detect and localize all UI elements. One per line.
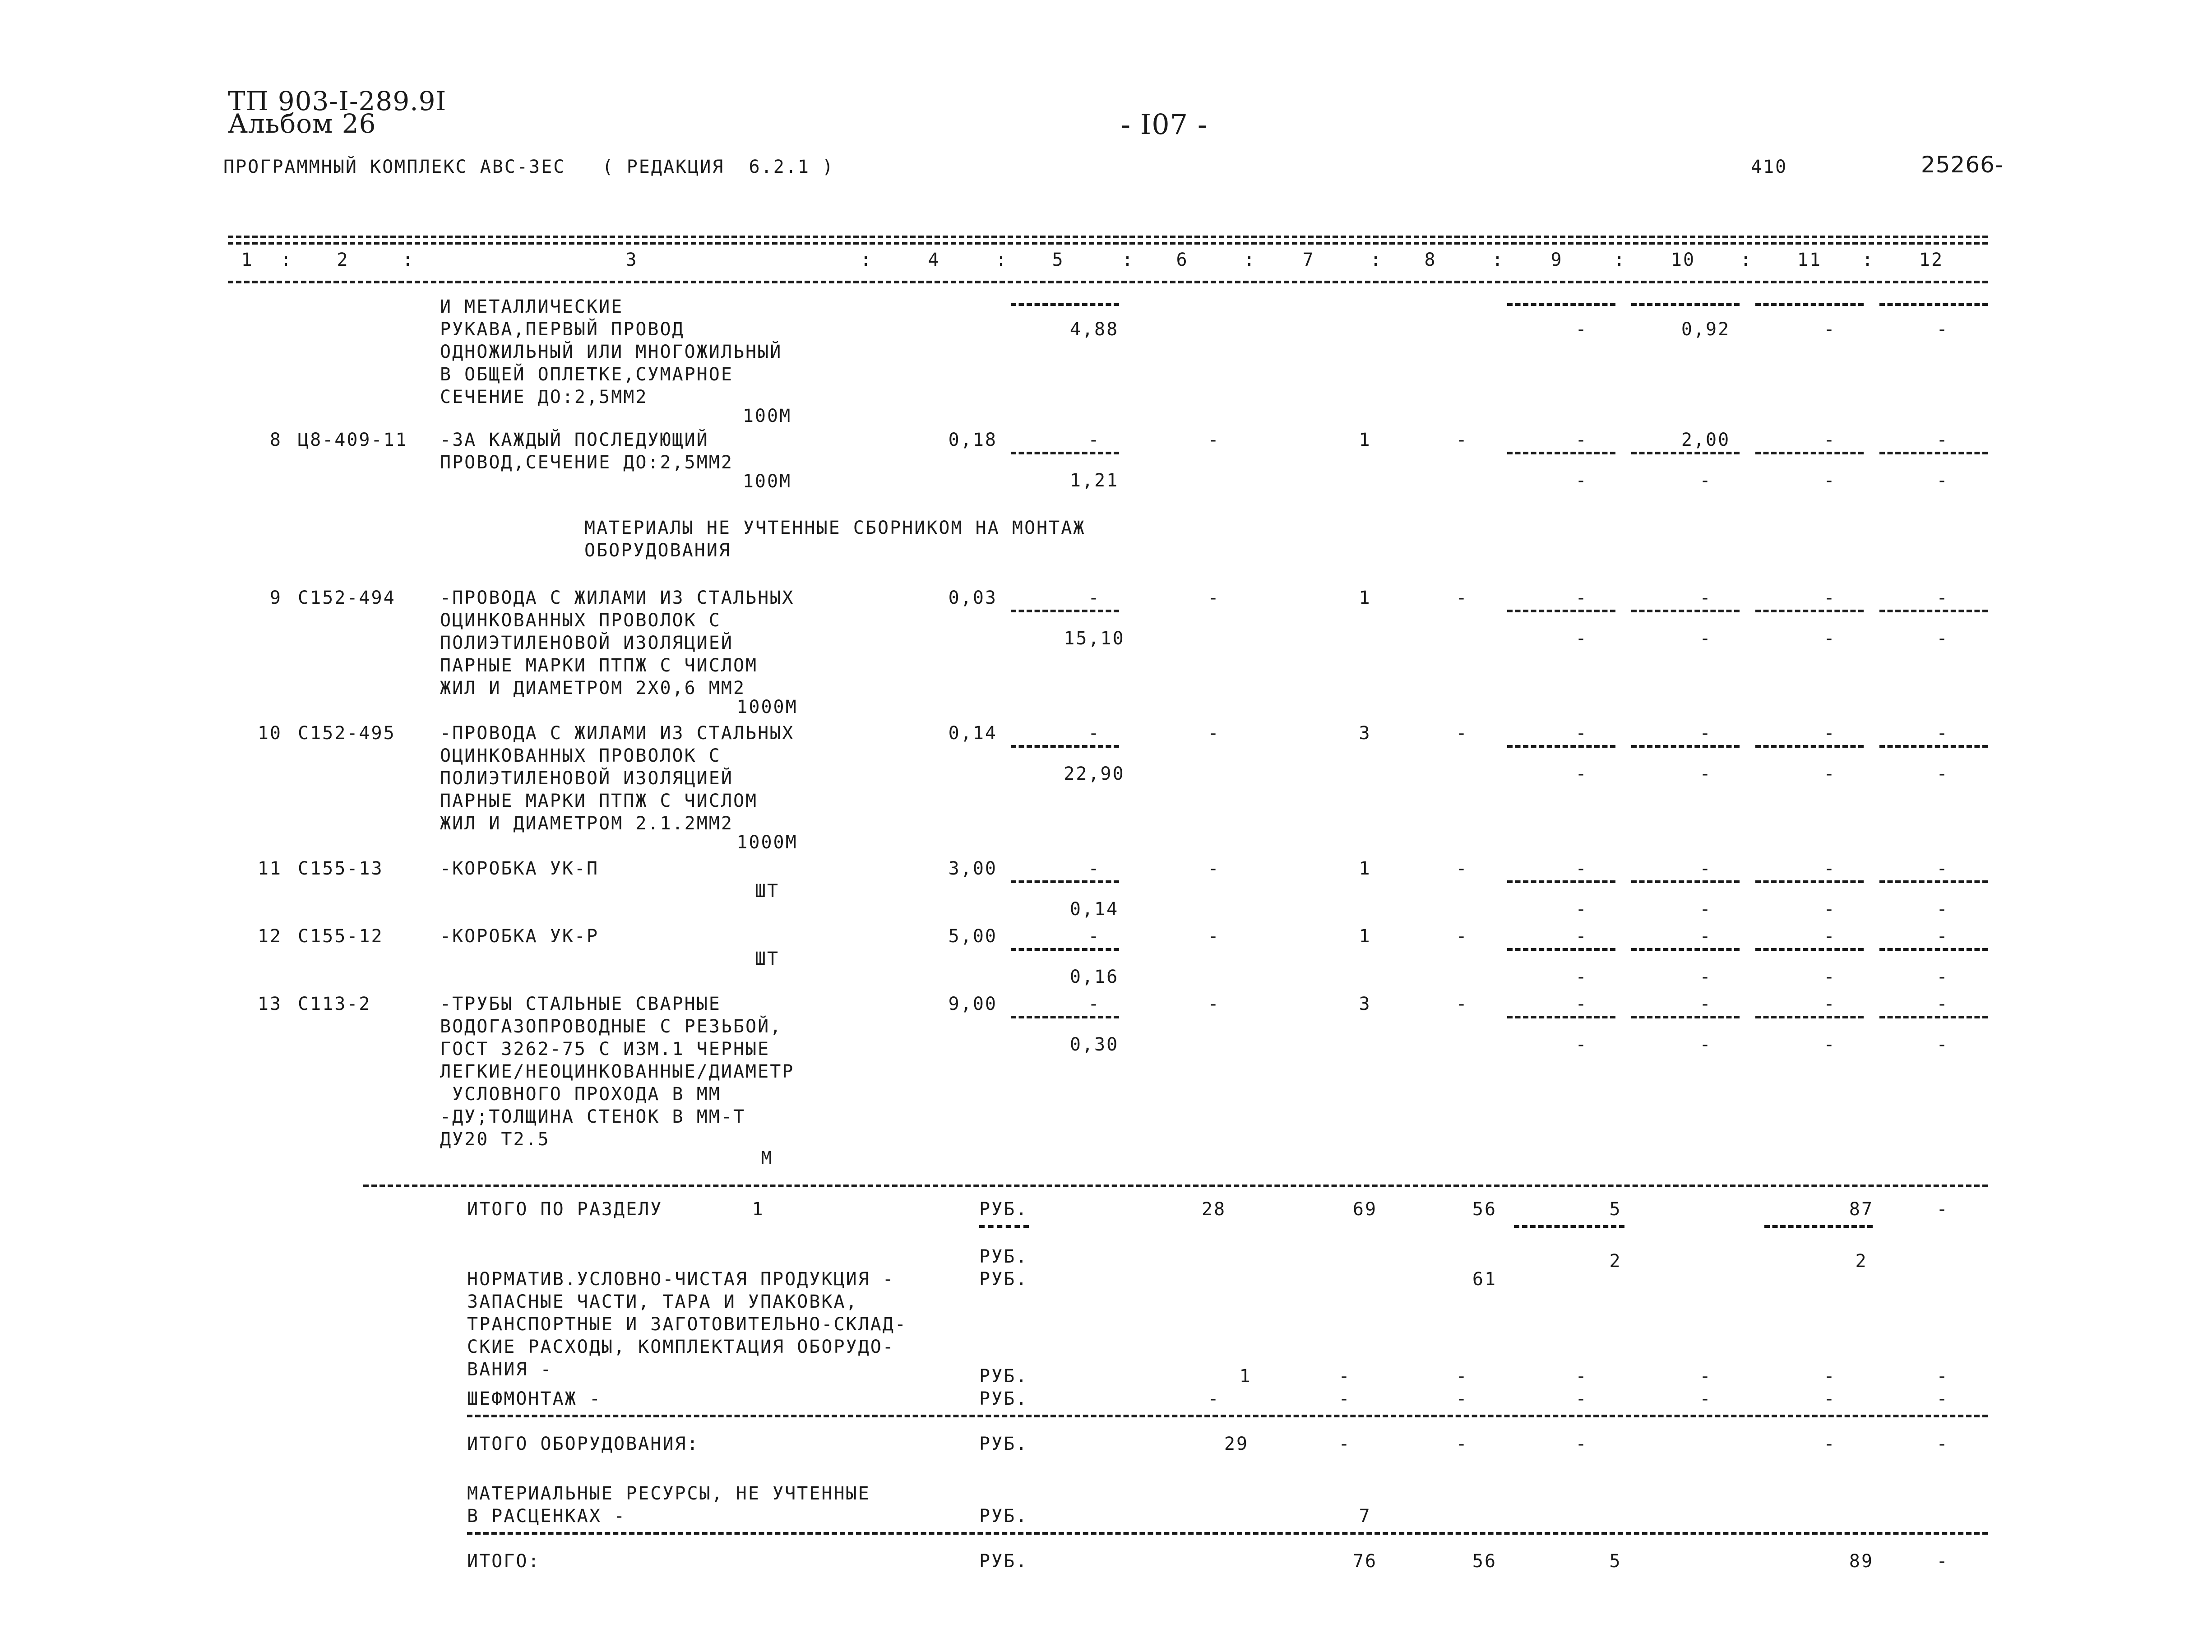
rub-underline bbox=[979, 1225, 1029, 1228]
segment-rule-c10 bbox=[1631, 610, 1740, 612]
cell-c10-bottom: - bbox=[1699, 1034, 1712, 1055]
row-description: ВОДОГАЗОПРОВОДНЫЕ С РЕЗЬБОЙ, bbox=[440, 1016, 782, 1037]
row-description: ОДНОЖИЛЬНЫЙ ИЛИ МНОГОЖИЛЬНЫЙ bbox=[440, 342, 782, 362]
cell-c7: 7 bbox=[1359, 1506, 1371, 1527]
cell-c6: 29 bbox=[1224, 1434, 1249, 1454]
cell-c8: - bbox=[1456, 1366, 1468, 1387]
segment-rule-c5 bbox=[1011, 610, 1119, 612]
cell-c5-bottom: 15,10 bbox=[1064, 628, 1125, 649]
segment-rule-c10 bbox=[1631, 303, 1740, 306]
currency: РУБ. bbox=[979, 1366, 1028, 1387]
row-code: С113-2 bbox=[298, 994, 371, 1014]
segment-rule-c10 bbox=[1631, 948, 1740, 951]
cell-c4: 3,00 bbox=[948, 858, 997, 879]
c11-underline bbox=[1764, 1225, 1873, 1228]
cell-c11: - bbox=[1823, 319, 1836, 340]
cell-c9-bottom: - bbox=[1575, 628, 1588, 649]
segment-rule-c12 bbox=[1879, 303, 1988, 306]
cell-c12: - bbox=[1936, 1551, 1949, 1572]
cell-c10: - bbox=[1699, 588, 1712, 608]
column-header-7: 7 bbox=[1302, 250, 1315, 270]
column-header-8: 8 bbox=[1424, 250, 1437, 270]
cell-c5-top: - bbox=[1088, 430, 1101, 450]
cell-c4: 5,00 bbox=[948, 926, 997, 947]
row-code: С155-13 bbox=[298, 858, 384, 879]
cell-c5-bottom: 0,14 bbox=[1069, 899, 1119, 920]
segment-rule-c5 bbox=[1011, 1016, 1119, 1018]
cell-c9: - bbox=[1575, 430, 1588, 450]
column-header-sep: : bbox=[1122, 250, 1134, 270]
column-header-sep: : bbox=[1740, 250, 1753, 270]
row-number: 9 bbox=[269, 588, 282, 608]
cell-c8: - bbox=[1456, 994, 1468, 1014]
column-header-sep: : bbox=[402, 250, 415, 270]
cell-c9-bottom: - bbox=[1575, 967, 1588, 987]
cell-c4: 0,03 bbox=[948, 588, 997, 608]
cell-c11-bottom: - bbox=[1823, 470, 1836, 491]
row-description: ЖИЛ И ДИАМЕТРОМ 2.1.2ММ2 bbox=[440, 813, 733, 834]
summary-rule bbox=[363, 1185, 1988, 1187]
row-description: ПАРНЫЕ МАРКИ ПТПЖ С ЧИСЛОМ bbox=[440, 791, 758, 811]
row-description: ОЦИНКОВАННЫХ ПРОВОЛОК С bbox=[440, 745, 721, 766]
cell-c5-top: - bbox=[1088, 994, 1101, 1014]
segment-rule-c10 bbox=[1631, 745, 1740, 748]
cell-c10: 0,92 bbox=[1681, 319, 1731, 340]
segment-rule-c5 bbox=[1011, 745, 1119, 748]
segment-rule-c5 bbox=[1011, 452, 1119, 454]
segment-rule-c10 bbox=[1631, 452, 1740, 454]
cell-c12: - bbox=[1936, 1366, 1949, 1387]
cell-c4: 0,18 bbox=[948, 430, 997, 450]
grand-rule bbox=[467, 1532, 1988, 1535]
cell-c5-bottom: 0,30 bbox=[1069, 1034, 1119, 1055]
cell-c8: 56 bbox=[1472, 1551, 1497, 1572]
cell-c11: - bbox=[1823, 1388, 1836, 1409]
segment-rule-c9 bbox=[1507, 1016, 1615, 1018]
cell-c12-bottom: - bbox=[1936, 1034, 1949, 1055]
column-header-sep: : bbox=[1492, 250, 1504, 270]
currency: РУБ. bbox=[979, 1246, 1028, 1267]
cell-c7: - bbox=[1338, 1434, 1351, 1454]
column-header-1: 1 bbox=[241, 250, 254, 270]
cell-c8: - bbox=[1456, 858, 1468, 879]
cell-c8: 56 bbox=[1472, 1199, 1497, 1220]
cell-c12: - bbox=[1936, 994, 1949, 1014]
cell-c9: - bbox=[1575, 319, 1588, 340]
cell-c10-bottom: - bbox=[1699, 967, 1712, 987]
c9-underline bbox=[1514, 1225, 1624, 1228]
cell-c12-bottom: - bbox=[1936, 628, 1949, 649]
row-unit: 1000М bbox=[736, 832, 798, 853]
cell-c9-bottom: - bbox=[1575, 470, 1588, 491]
shefmontazh-label: ШЕФМОНТАЖ - bbox=[467, 1388, 602, 1409]
row-description: ГОСТ 3262-75 С ИЗМ.1 ЧЕРНЫЕ bbox=[440, 1039, 770, 1060]
section-heading: МАТЕРИАЛЫ НЕ УЧТЕННЫЕ СБОРНИКОМ НА МОНТАЖ bbox=[584, 518, 1086, 538]
segment-rule-c12 bbox=[1879, 745, 1988, 748]
row-unit: 100М bbox=[742, 471, 792, 492]
segment-rule-c9 bbox=[1507, 610, 1615, 612]
segment-rule-c12 bbox=[1879, 880, 1988, 883]
row-description: ДУ20 Т2.5 bbox=[440, 1129, 550, 1150]
code-right: 25266- bbox=[1920, 152, 2004, 178]
column-header-3: 3 bbox=[625, 250, 638, 270]
cell-c12: - bbox=[1936, 858, 1949, 879]
segment-rule-c9 bbox=[1507, 745, 1615, 748]
row-description: -ДУ;ТОЛЩИНА СТЕНОК В ММ-Т bbox=[440, 1106, 746, 1127]
cell-c12: - bbox=[1936, 430, 1949, 450]
header-rule-bottom bbox=[228, 281, 1988, 283]
cell-c11-bottom: - bbox=[1823, 628, 1836, 649]
cell-c9: 5 bbox=[1609, 1199, 1622, 1220]
column-header-2: 2 bbox=[337, 250, 349, 270]
cell-c12-bottom: - bbox=[1936, 764, 1949, 784]
segment-rule-c12 bbox=[1879, 610, 1988, 612]
column-header-sep: : bbox=[1614, 250, 1626, 270]
row-description: -ПРОВОДА С ЖИЛАМИ ИЗ СТАЛЬНЫХ bbox=[440, 588, 795, 608]
row-unit: ШТ bbox=[754, 881, 780, 902]
cell-c12: - bbox=[1936, 926, 1949, 947]
row-unit: ШТ bbox=[754, 949, 780, 969]
cell-c12-bottom: - bbox=[1936, 470, 1949, 491]
row-code: С155-12 bbox=[298, 926, 384, 947]
cell-c10: - bbox=[1699, 926, 1712, 947]
column-header-9: 9 bbox=[1550, 250, 1563, 270]
cell-c12: - bbox=[1936, 1388, 1949, 1409]
cell-c6: 1 bbox=[1239, 1366, 1252, 1387]
cell-c5-top: - bbox=[1088, 926, 1101, 947]
materials-line: МАТЕРИАЛЬНЫЕ РЕСУРСЫ, НЕ УЧТЕННЫЕ bbox=[467, 1483, 870, 1504]
cell-c6: - bbox=[1208, 588, 1220, 608]
cell-c9-bottom: - bbox=[1575, 764, 1588, 784]
segment-rule-c9 bbox=[1507, 452, 1615, 454]
norm-line: ТРАНСПОРТНЫЕ И ЗАГОТОВИТЕЛЬНО-СКЛАД- bbox=[467, 1314, 907, 1335]
cell-c4: 0,14 bbox=[948, 723, 997, 744]
cell-c12: - bbox=[1936, 723, 1949, 744]
code-mid: 410 bbox=[1751, 157, 1788, 177]
row-number: 8 bbox=[269, 430, 282, 450]
row-description: -КОРОБКА УК-Р bbox=[440, 926, 599, 947]
row-number: 11 bbox=[257, 858, 282, 879]
cell-c7: - bbox=[1338, 1388, 1351, 1409]
cell-c11: - bbox=[1823, 430, 1836, 450]
program-title: ПРОГРАММНЫЙ КОМПЛЕКС АВС-3ЕС ( РЕДАКЦИЯ 6.2.1 ) bbox=[223, 157, 835, 177]
section-total-label: ИТОГО ПО РАЗДЕЛУ bbox=[467, 1199, 663, 1220]
cell-c8: - bbox=[1456, 430, 1468, 450]
column-header-sep: : bbox=[1370, 250, 1383, 270]
cell-c12: - bbox=[1936, 1199, 1949, 1220]
row-description: -КОРОБКА УК-П bbox=[440, 858, 599, 879]
cell-c11: - bbox=[1823, 588, 1836, 608]
cell-c11: 89 bbox=[1849, 1551, 1874, 1572]
row-description: -ПРОВОДА С ЖИЛАМИ ИЗ СТАЛЬНЫХ bbox=[440, 723, 795, 744]
cell-c9: - bbox=[1575, 858, 1588, 879]
cell-c8: - bbox=[1456, 723, 1468, 744]
column-header-sep: : bbox=[1244, 250, 1256, 270]
cell-c5-bottom: 1,21 bbox=[1069, 470, 1119, 491]
column-header-4: 4 bbox=[928, 250, 940, 270]
cell-c6: - bbox=[1208, 858, 1220, 879]
currency: РУБ. bbox=[979, 1434, 1028, 1454]
column-header-sep: : bbox=[860, 250, 873, 270]
cell-c7: 3 bbox=[1359, 994, 1371, 1014]
equip-rule bbox=[467, 1415, 1988, 1417]
row-description: УСЛОВНОГО ПРОХОДА В ММ bbox=[440, 1084, 721, 1105]
row-code: С152-494 bbox=[298, 588, 396, 608]
cell-c9: - bbox=[1575, 588, 1588, 608]
segment-rule-c11 bbox=[1755, 745, 1864, 748]
cell-c7: 1 bbox=[1359, 858, 1371, 879]
header-rule-top2 bbox=[228, 242, 1988, 245]
cell-c6: - bbox=[1208, 723, 1220, 744]
segment-rule-c11 bbox=[1755, 303, 1864, 306]
cell-c9: 5 bbox=[1609, 1551, 1622, 1572]
cell-c12: - bbox=[1936, 319, 1949, 340]
row-description: СЕЧЕНИЕ ДО:2,5ММ2 bbox=[440, 387, 648, 407]
cell-c6: - bbox=[1208, 430, 1220, 450]
segment-rule-c12 bbox=[1879, 1016, 1988, 1018]
cell-c11: - bbox=[1823, 926, 1836, 947]
cell-c5-bottom: 0,16 bbox=[1069, 967, 1119, 987]
album-label: Альбом 26 bbox=[228, 108, 376, 139]
cell-c9: - bbox=[1575, 1366, 1588, 1387]
cell-c12: - bbox=[1936, 1434, 1949, 1454]
cell-c9: - bbox=[1575, 1434, 1588, 1454]
row-description: И МЕТАЛЛИЧЕСКИЕ bbox=[440, 296, 624, 317]
row-description: -ТРУБЫ СТАЛЬНЫЕ СВАРНЫЕ bbox=[440, 994, 721, 1014]
column-header-6: 6 bbox=[1176, 250, 1189, 270]
row-description: РУКАВА,ПЕРВЫЙ ПРОВОД bbox=[440, 319, 685, 340]
cell-c10: - bbox=[1699, 994, 1712, 1014]
column-header-11: 11 bbox=[1797, 250, 1822, 270]
cell-c9-bottom: - bbox=[1575, 1034, 1588, 1055]
cell-c7: 1 bbox=[1359, 430, 1371, 450]
cell-c8: - bbox=[1456, 1434, 1468, 1454]
cell-c6: - bbox=[1208, 1388, 1220, 1409]
currency: РУБ. bbox=[979, 1388, 1028, 1409]
row-description: ПОЛИЭТИЛЕНОВОЙ ИЗОЛЯЦИЕЙ bbox=[440, 633, 733, 653]
cell-c11: - bbox=[1823, 858, 1836, 879]
row-description: ОЦИНКОВАННЫХ ПРОВОЛОК С bbox=[440, 610, 721, 631]
cell-c10-bottom: - bbox=[1699, 628, 1712, 649]
cell-c5: 4,88 bbox=[1069, 319, 1119, 340]
cell-c5-bottom: 22,90 bbox=[1064, 764, 1125, 784]
column-header-sep: : bbox=[1862, 250, 1874, 270]
cell-c11: 87 bbox=[1849, 1199, 1874, 1220]
segment-rule-c11 bbox=[1755, 452, 1864, 454]
row-number: 13 bbox=[257, 994, 282, 1014]
cell-c10-bottom: - bbox=[1699, 899, 1712, 920]
segment-rule-c11 bbox=[1755, 948, 1864, 951]
cell-c11-bottom: - bbox=[1823, 1034, 1836, 1055]
cell-c7: 3 bbox=[1359, 723, 1371, 744]
cell-c11: - bbox=[1823, 723, 1836, 744]
norm-line: СКИЕ РАСХОДЫ, КОМПЛЕКТАЦИЯ ОБОРУДО- bbox=[467, 1337, 895, 1357]
segment-rule-c5 bbox=[1011, 948, 1119, 951]
segment-rule-c5 bbox=[1011, 880, 1119, 883]
cell-c9-bottom: - bbox=[1575, 899, 1588, 920]
cell-c9: - bbox=[1575, 723, 1588, 744]
cell-c11: - bbox=[1823, 1434, 1836, 1454]
cell-c4: 9,00 bbox=[948, 994, 997, 1014]
cell-c7: 1 bbox=[1359, 588, 1371, 608]
segment-rule-c9 bbox=[1507, 880, 1615, 883]
segment-rule-c9 bbox=[1507, 303, 1615, 306]
cell-c7: 76 bbox=[1352, 1551, 1378, 1572]
column-header-sep: : bbox=[995, 250, 1008, 270]
row-description: ЖИЛ И ДИАМЕТРОМ 2Х0,6 ММ2 bbox=[440, 678, 746, 699]
column-header-5: 5 bbox=[1052, 250, 1064, 270]
segment-rule-c12 bbox=[1879, 948, 1988, 951]
column-header-12: 12 bbox=[1919, 250, 1944, 270]
cell-c8: - bbox=[1456, 588, 1468, 608]
norm-line: ЗАПАСНЫЕ ЧАСТИ, ТАРА И УПАКОВКА, bbox=[467, 1291, 858, 1312]
cell-c10: 2,00 bbox=[1681, 430, 1731, 450]
cell-c8: - bbox=[1456, 926, 1468, 947]
segment-rule-c9 bbox=[1507, 948, 1615, 951]
row-description: В ОБЩЕЙ ОПЛЕТКЕ,СУМАРНОЕ bbox=[440, 364, 733, 385]
cell-c11-bottom: - bbox=[1823, 764, 1836, 784]
cell-c10: - bbox=[1699, 858, 1712, 879]
segment-rule-c12 bbox=[1879, 452, 1988, 454]
cell-c11: - bbox=[1823, 994, 1836, 1014]
equip-total-label: ИТОГО ОБОРУДОВАНИЯ: bbox=[467, 1434, 699, 1454]
cell-c7: 1 bbox=[1359, 926, 1371, 947]
row-description: ЛЕГКИЕ/НЕОЦИНКОВАННЫЕ/ДИАМЕТР bbox=[440, 1061, 795, 1082]
cell-c5-top: - bbox=[1088, 588, 1101, 608]
segment-rule-c10 bbox=[1631, 880, 1740, 883]
column-header-sep: : bbox=[280, 250, 293, 270]
row-number: 10 bbox=[257, 723, 282, 744]
page-number: - I07 - bbox=[1121, 108, 1208, 141]
cell-c9: - bbox=[1575, 1388, 1588, 1409]
norm-line: НОРМАТИВ.УСЛОВНО-ЧИСТАЯ ПРОДУКЦИЯ - bbox=[467, 1269, 895, 1290]
segment-rule-c11 bbox=[1755, 880, 1864, 883]
cell-c10: - bbox=[1699, 1366, 1712, 1387]
currency: РУБ. bbox=[979, 1551, 1028, 1572]
row-number: 12 bbox=[257, 926, 282, 947]
cell-c11-bottom: - bbox=[1823, 899, 1836, 920]
cell-c5-top: - bbox=[1088, 723, 1101, 744]
row-description: ПОЛИЭТИЛЕНОВОЙ ИЗОЛЯЦИЕЙ bbox=[440, 768, 733, 789]
doc-code: ТП 903-I-289.9I bbox=[228, 86, 447, 116]
cell-c12-bottom: - bbox=[1936, 899, 1949, 920]
segment-rule-c11 bbox=[1755, 1016, 1864, 1018]
cell-c10-bottom: - bbox=[1699, 470, 1712, 491]
row-code: С152-495 bbox=[298, 723, 396, 744]
section-total-num: 1 bbox=[752, 1199, 764, 1220]
currency: РУБ. bbox=[979, 1506, 1028, 1527]
cell-c7: - bbox=[1338, 1366, 1351, 1387]
row-unit: М bbox=[761, 1148, 773, 1169]
segment-rule-c10 bbox=[1631, 1016, 1740, 1018]
cell-c11: 2 bbox=[1855, 1251, 1868, 1272]
row-unit: 1000М bbox=[736, 697, 798, 717]
cell-c8: - bbox=[1456, 1388, 1468, 1409]
cell-c6: 28 bbox=[1201, 1199, 1226, 1220]
segment-rule-c5 bbox=[1011, 303, 1119, 306]
cell-c6: - bbox=[1208, 926, 1220, 947]
row-code: Ц8-409-11 bbox=[298, 430, 408, 450]
cell-c12: - bbox=[1936, 588, 1949, 608]
currency: РУБ. bbox=[979, 1269, 1028, 1290]
row-description: ПАРНЫЕ МАРКИ ПТПЖ С ЧИСЛОМ bbox=[440, 655, 758, 676]
cell-c6: - bbox=[1208, 994, 1220, 1014]
cell-c9: - bbox=[1575, 994, 1588, 1014]
cell-c10: - bbox=[1699, 1388, 1712, 1409]
cell-c7: 69 bbox=[1352, 1199, 1378, 1220]
column-header-10: 10 bbox=[1671, 250, 1696, 270]
row-unit: 100М bbox=[742, 406, 792, 426]
cell-c11-bottom: - bbox=[1823, 967, 1836, 987]
segment-rule-c11 bbox=[1755, 610, 1864, 612]
cell-c5-top: - bbox=[1088, 858, 1101, 879]
cell-c8: 61 bbox=[1472, 1269, 1497, 1290]
cell-c9: 2 bbox=[1609, 1251, 1622, 1272]
row-description: ПРОВОД,СЕЧЕНИЕ ДО:2,5ММ2 bbox=[440, 452, 733, 473]
cell-c12-bottom: - bbox=[1936, 967, 1949, 987]
cell-c11: - bbox=[1823, 1366, 1836, 1387]
row-description: -ЗА КАЖДЫЙ ПОСЛЕДУЮЩИЙ bbox=[440, 430, 709, 450]
materials-line: В РАСЦЕНКАХ - bbox=[467, 1506, 626, 1527]
norm-line: ВАНИЯ - bbox=[467, 1359, 553, 1380]
cell-c10: - bbox=[1699, 723, 1712, 744]
header-rule-top bbox=[228, 236, 1988, 238]
section-heading: ОБОРУДОВАНИЯ bbox=[584, 540, 731, 561]
cell-c9: - bbox=[1575, 926, 1588, 947]
grand-total-label: ИТОГО: bbox=[467, 1551, 541, 1572]
cell-c10-bottom: - bbox=[1699, 764, 1712, 784]
currency: РУБ. bbox=[979, 1199, 1028, 1220]
